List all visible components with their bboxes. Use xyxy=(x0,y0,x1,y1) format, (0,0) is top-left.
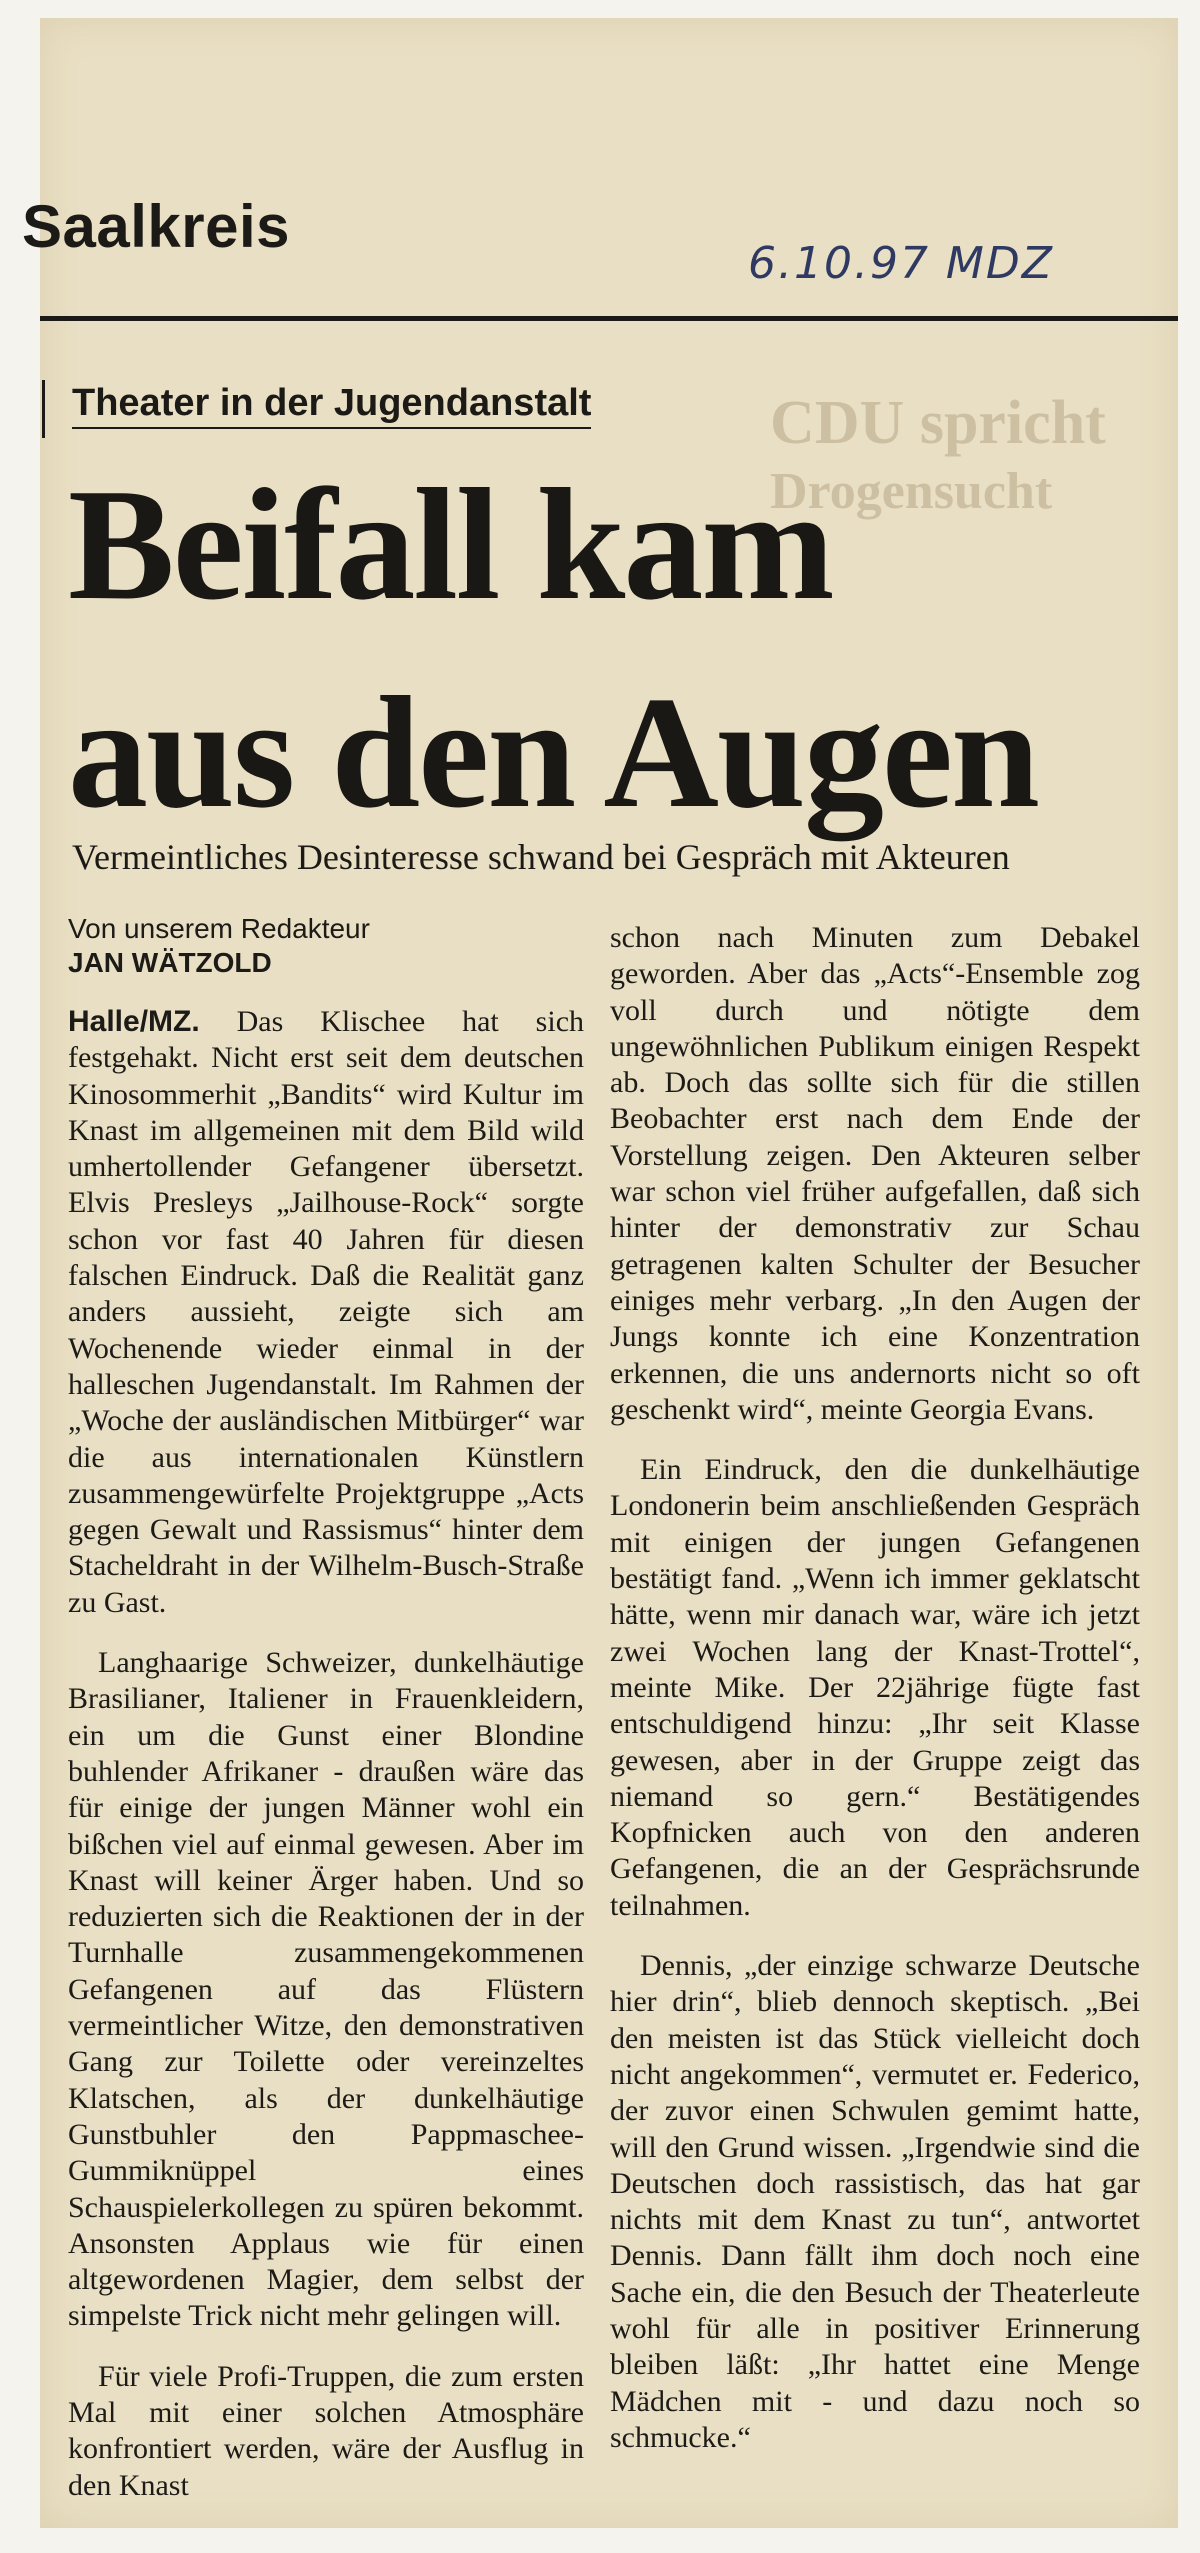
paragraph xyxy=(68,1004,584,1621)
handwritten-date: 6.10.97 MDZ xyxy=(748,238,1054,289)
paragraph: Für viele Profi-Truppen, die zum ersten Mal mit einer solchen Atmosphäre konfrontiert werden, wäre der Ausflug in den Knast xyxy=(68,2359,584,2502)
section-title: Saalkreis xyxy=(22,193,291,260)
headline-line-2: aus den Augen xyxy=(68,663,1038,841)
subheadline: Vermeintliches Desinteresse schwand bei Gespräch mit Akteuren xyxy=(72,837,1010,877)
paragraph: Ein Eindruck, den die dunkelhäutige Londonerin beim anschließenden Gespräch mit einigen der jungen Gefangenen bestätigt fand. „Wenn ich immer geklatscht hätte, wenn mir danach war, wäre ich jetzt zwei Wochen lang der Knast-Trottel“, meinte Mike. Der 22jährige fügte fast entschuldigend hinzu: „Ihr seit Klasse gewesen, aber in der Gruppe zeigt das niemand so gern.“ Bestätigendes Kopfnicken auch von den anderen Gefangenen, die an der Gesprächsrunde teilnahmen. xyxy=(610,1453,1140,1922)
byline-prefix: Von unserem Redakteur xyxy=(68,913,370,944)
article-column-2 xyxy=(610,920,1140,2456)
headline-line-1: Beifall kam xyxy=(68,455,833,633)
section-rule xyxy=(40,316,1178,321)
kicker-bar xyxy=(42,380,45,438)
bleed-through-headline: CDU spricht xyxy=(770,389,1106,457)
bleed-through-subhead: Drogensucht xyxy=(770,463,1053,520)
byline-author: JAN WÄTZOLD xyxy=(68,947,272,978)
kicker: Theater in der Jugendanstalt xyxy=(72,382,591,429)
paragraph: schon nach Minuten zum Debakel geworden. Aber das „Acts“-Ensemble zog voll durch und nötigte dem ungewöhnlichen Publikum einigen Respekt ab. Doch das sollte sich für die stillen Beobachter erst nach dem Ende der Vorstellung zeigen. Den Akteuren selber war schon viel früher aufgefallen, daß sich hinter der demonstrativ zur Schau getragenen kalten Schulter der Besucher einiges mehr verbarg. „In den Augen der Jungs konnte ich eine Konzentration erkennen, die uns andernorts nicht so oft geschenkt wird“, meinte Georgia Evans. xyxy=(610,921,1140,1426)
paragraph: Dennis, „der einzige schwarze Deutsche hier drin“, blieb dennoch skeptisch. „Bei den meisten ist das Stück vielleicht doch nicht angekommen“, vermutet er. Federico, der zuvor einen Schwulen gemimt hatte, will den Grund wissen. „Irgendwie sind die Deutschen doch rassistisch, das hat gar nichts mit dem Knast zu tun“, antwortet Dennis. Dann fällt ihm doch noch eine Sache ein, die den Besuch der Theaterleute wohl für alle in positiver Erinnerung bleiben läßt: „Ihr hattet eine Menge Mädchen mit - und dazu noch so schmucke.“ xyxy=(610,1949,1140,2454)
article-column-1 xyxy=(68,912,584,2504)
paragraph: Langhaarige Schweizer, dunkelhäutige Brasilianer, Italiener in Frauenkleidern, ein um die Gunst einer Blondine buhlender Afrikaner - draußen wäre das für einige der jungen Männer wohl ein bißchen viel auf einmal gewesen. Aber im Knast will keiner Ärger haben. Und so reduzierten sich die Reaktionen der in der Turnhalle zusammengekommenen Gefangenen auf das Flüstern vermeintlicher Witze, den demonstrativen Gang zur Toilette oder vereinzeltes Klatschen, als der dunkelhäutige Gunstbuhler den Pappmaschee-Gummiknüppel eines Schauspielerkollegen zu spüren bekommt. Ansonsten Applaus wie für einen altgewordenen Magier, dem selbst der simpelste Trick nicht mehr gelingen will. xyxy=(68,1646,584,2333)
headline xyxy=(68,440,1178,856)
dateline: Halle/MZ. xyxy=(68,1005,200,1038)
paragraph-text: Das Klischee hat sich festgehakt. Nicht erst seit dem deutschen Kinosommerhit „Bandits“ wird Kultur im Knast im allgemeinen mit dem Bild wild umhertollender Gefangener übersetzt. Elvis Presleys „Jailhouse-Rock“ sorgte schon vor fast 40 Jahren für diesen falschen Eindruck. Daß die Realität ganz anders aussieht, zeigte sich am Wochenende wieder einmal in der halleschen Jugendanstalt. Im Rahmen der „Woche der ausländischen Mitbürger“ war die aus internationalen Künstlern zusammengewürfelte Projektgruppe „Acts gegen Gewalt und Rassismus“ hinter dem Stacheldraht in der Wilhelm-Busch-Straße zu Gast. xyxy=(68,1005,585,1619)
